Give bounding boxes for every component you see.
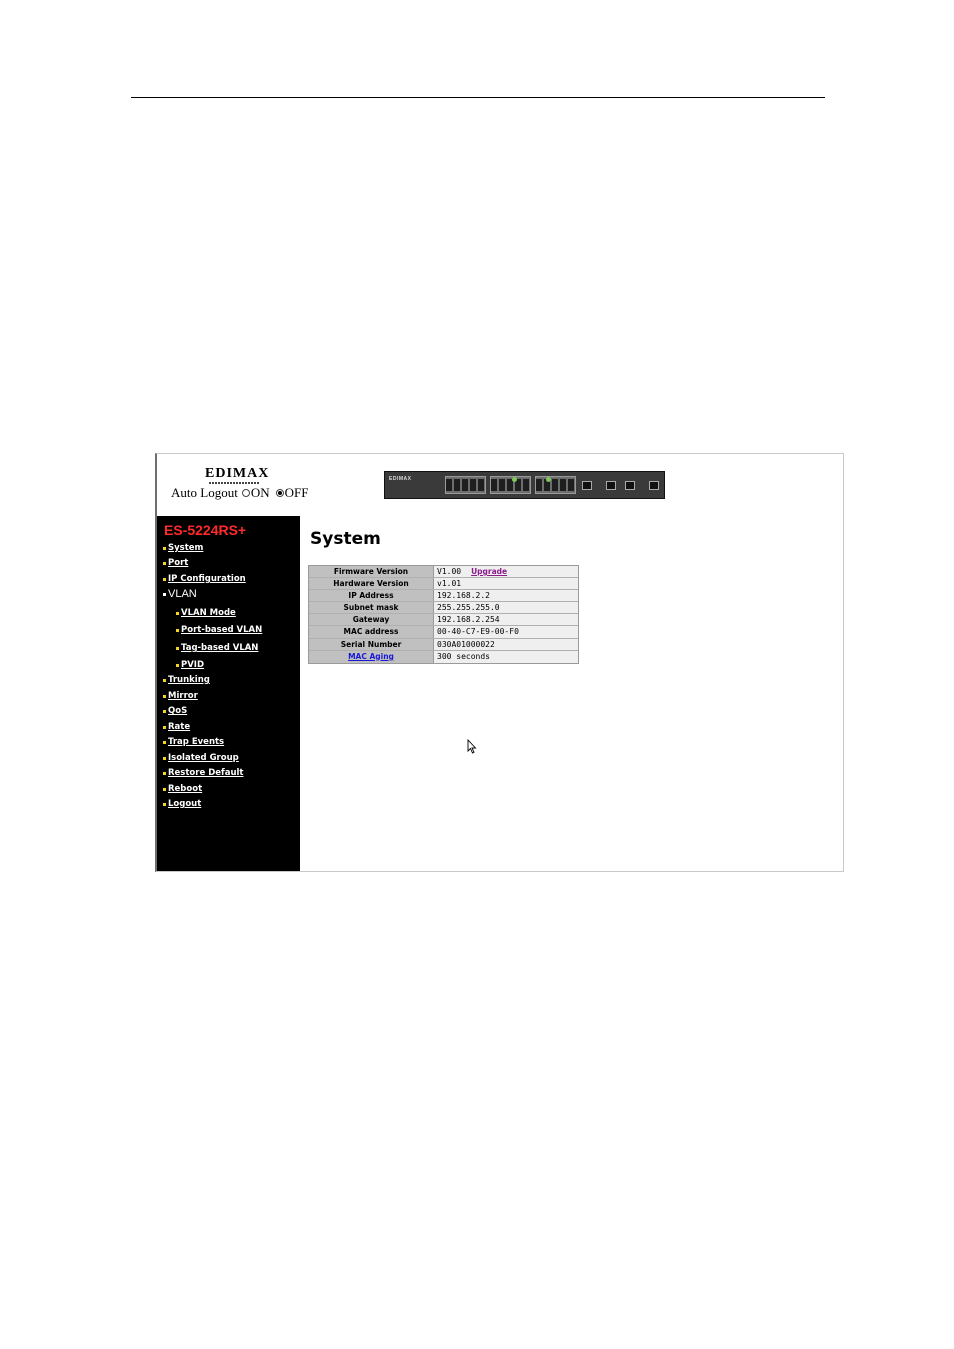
nav-ip-configuration[interactable]: IP Configuration xyxy=(163,574,246,584)
table-row xyxy=(309,651,578,663)
bullet-icon xyxy=(163,741,166,744)
bullet-icon xyxy=(163,679,166,682)
bullet-icon xyxy=(163,772,166,775)
row-label: MAC address xyxy=(309,626,434,637)
bullet-icon xyxy=(163,803,166,806)
row-label: IP Address xyxy=(309,590,434,601)
logo-tagline-pattern xyxy=(209,482,259,484)
switch-front-panel-image xyxy=(384,471,665,499)
sfp-slot xyxy=(625,481,635,490)
nav-trap-events[interactable]: Trap Events xyxy=(163,737,224,747)
bullet-icon xyxy=(163,593,166,596)
upgrade-link[interactable]: Upgrade xyxy=(471,567,508,576)
bullet-icon xyxy=(163,695,166,698)
nav-mirror[interactable]: Mirror xyxy=(163,691,198,701)
row-value: 192.168.2.2 xyxy=(434,590,578,601)
sfp-slot xyxy=(606,481,616,490)
auto-logout-off-label: OFF xyxy=(284,485,309,500)
nav-system[interactable]: System xyxy=(163,543,203,553)
mouse-pointer-icon xyxy=(467,739,477,754)
bullet-icon xyxy=(163,757,166,760)
nav-logout[interactable]: Logout xyxy=(163,799,201,809)
auto-logout-on-label: ON xyxy=(250,485,270,500)
model-name: ES-5224RS+ xyxy=(164,522,247,538)
bullet-icon xyxy=(176,629,179,632)
port-led xyxy=(512,477,517,482)
bullet-icon xyxy=(163,726,166,729)
row-value: V1.00 Upgrade xyxy=(434,566,578,577)
page-title: System xyxy=(310,529,381,549)
nav-port[interactable]: Port xyxy=(163,558,188,568)
sidebar xyxy=(157,516,300,871)
sfp-slot xyxy=(649,481,659,490)
nav-qos[interactable]: QoS xyxy=(163,706,187,716)
table-row xyxy=(309,602,578,614)
bullet-icon xyxy=(163,788,166,791)
bullet-icon xyxy=(176,612,179,615)
row-value: 192.168.2.254 xyxy=(434,614,578,625)
nav-vlan[interactable]: VLAN xyxy=(163,588,197,600)
table-row xyxy=(309,566,578,578)
nav-isolated-group[interactable]: Isolated Group xyxy=(163,753,239,763)
table-row xyxy=(309,639,578,651)
system-info-table xyxy=(308,565,579,664)
row-value: v1.01 xyxy=(434,578,578,589)
nav-port-based-vlan[interactable]: Port-based VLAN xyxy=(176,625,262,635)
edimax-logo xyxy=(205,466,270,487)
document-header-rule xyxy=(131,97,825,98)
table-row xyxy=(309,590,578,602)
nav-vlan-mode[interactable]: VLAN Mode xyxy=(176,608,236,618)
row-value: 030A01000022 xyxy=(434,639,578,650)
bullet-icon xyxy=(176,664,179,667)
port-group-1 xyxy=(445,476,486,494)
nav-restore-default[interactable]: Restore Default xyxy=(163,768,243,778)
table-row xyxy=(309,626,578,638)
port-group-3 xyxy=(535,476,576,494)
auto-logout-off-radio[interactable] xyxy=(276,489,284,497)
row-label: Firmware Version xyxy=(309,566,434,577)
logo-wordmark: EDIMAX xyxy=(205,466,270,481)
table-row xyxy=(309,614,578,626)
auto-logout-control xyxy=(171,485,308,501)
bullet-icon xyxy=(163,562,166,565)
row-value: 255.255.255.0 xyxy=(434,602,578,613)
bullet-icon xyxy=(163,710,166,713)
row-value: 300 seconds xyxy=(434,651,578,663)
row-label: Hardware Version xyxy=(309,578,434,589)
mac-aging-link[interactable]: MAC Aging xyxy=(309,651,434,663)
web-management-screenshot xyxy=(155,453,844,872)
nav-rate[interactable]: Rate xyxy=(163,722,190,732)
table-row xyxy=(309,578,578,590)
nav-pvid[interactable]: PVID xyxy=(176,660,204,670)
row-label: Serial Number xyxy=(309,639,434,650)
nav-reboot[interactable]: Reboot xyxy=(163,784,202,794)
row-value: 00-40-C7-E9-00-F0 xyxy=(434,626,578,637)
nav-trunking[interactable]: Trunking xyxy=(163,675,210,685)
switch-brand: EDIMAX xyxy=(389,476,412,482)
sfp-slot xyxy=(582,481,592,490)
port-group-2 xyxy=(490,476,531,494)
bullet-icon xyxy=(176,647,179,650)
row-label: Subnet mask xyxy=(309,602,434,613)
nav-tag-based-vlan[interactable]: Tag-based VLAN xyxy=(176,643,258,653)
auto-logout-label: Auto Logout xyxy=(171,485,238,500)
bullet-icon xyxy=(163,547,166,550)
port-led xyxy=(546,477,551,482)
auto-logout-on-radio[interactable] xyxy=(242,489,250,497)
bullet-icon xyxy=(163,578,166,581)
row-label: Gateway xyxy=(309,614,434,625)
